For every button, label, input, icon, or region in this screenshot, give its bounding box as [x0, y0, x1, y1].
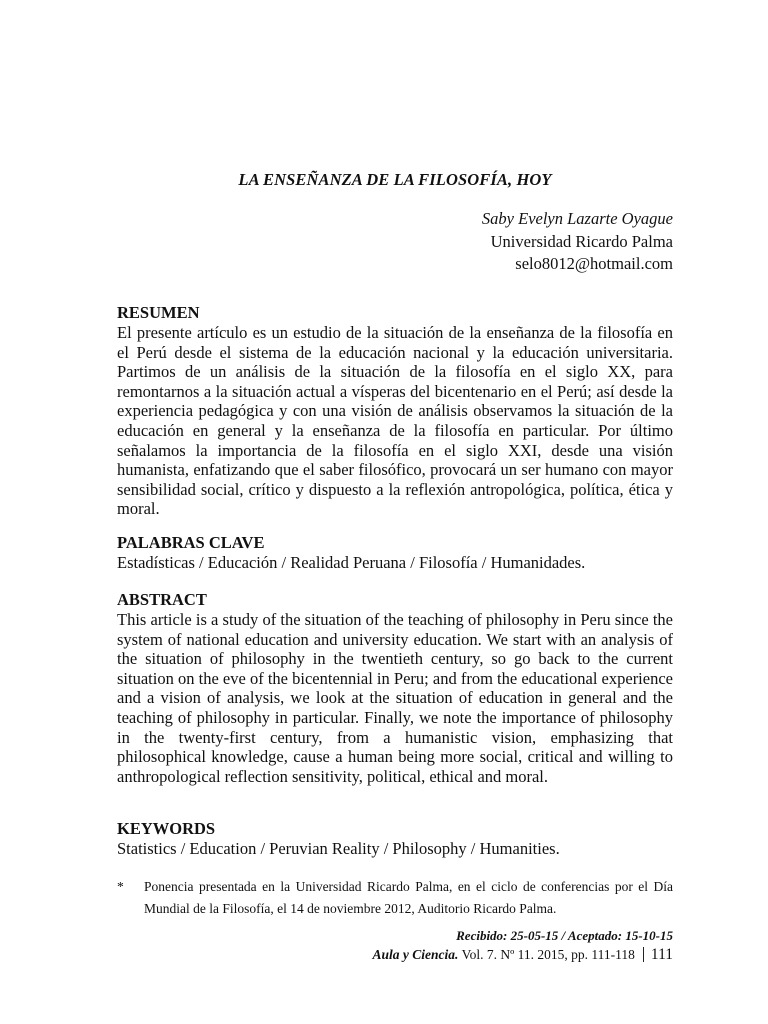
page-number: 111	[650, 946, 673, 963]
resumen-heading: RESUMEN	[117, 303, 200, 322]
article-title: LA ENSEÑANZA DE LA FILOSOFÍA, HOY	[238, 170, 552, 189]
author-block	[482, 208, 673, 276]
keywords-section	[117, 819, 673, 859]
abstract-heading: ABSTRACT	[117, 590, 207, 609]
footnote-mark: *	[117, 879, 124, 894]
keywords-heading: KEYWORDS	[117, 819, 216, 838]
received-accepted-dates: Recibido: 25-05-15 / Aceptado: 15-10-15	[456, 928, 673, 943]
journal-citation	[373, 946, 673, 964]
abstract-section	[117, 590, 673, 786]
resumen-text: El presente artículo es un estudio de la situación de la enseñanza de la filosofía en el Perú desde el sistema de la educación nacional y la educación universitaria. Partimos de un análisis de la situación de la filosofía en el siglo XX, para remontarnos a la situación actual a vísperas del bicentenario en el Perú; así desde la experiencia pedagógica y con una visión de análisis observamos la situación de la educación en general y la enseñanza de la filosofía en particular. Por último señalamos la importancia de la filosofía en el siglo XXI, desde una visión humanista, enfatizando que el saber filosófico, provocará un ser humano con mayor sensibilidad social, crítico y dispuesto a la reflexión antropológica, política, ética y moral.	[117, 323, 673, 519]
keywords-text: Statistics / Education / Peruvian Reality / Philosophy / Humanities.	[117, 839, 560, 858]
author-affiliation: Universidad Ricardo Palma	[490, 231, 673, 251]
author-name: Saby Evelyn Lazarte Oyague	[481, 209, 673, 228]
journal-name: Aula y Ciencia.	[372, 947, 459, 962]
palabras-clave-section	[117, 533, 673, 573]
palabras-clave-text: Estadísticas / Educación / Realidad Peruana / Filosofía / Humanidades.	[117, 553, 586, 572]
footnote-text: Ponencia presentada en la Universidad Ricardo Palma, en el ciclo de conferencias por el Día Mundial de la Filosofía, el 14 de noviembre 2012, Auditorio Ricardo Palma.	[144, 879, 673, 916]
page	[117, 0, 673, 1024]
footnote	[117, 876, 673, 919]
abstract-text: This article is a study of the situation of the teaching of philosophy in Peru since the system of national education and university education. We start with an analysis of the situation of philosophy in the twentieth century, so go back to the current situation on the eve of the bicentennial in Peru; and from the educational experience and a vision of analysis, we look at the situation of education in general and the teaching of philosophy in particular. Finally, we note the importance of philosophy in the twenty-first century, from a humanistic vision, emphasizing that philosophical knowledge, cause a human being more social, critical and willing to anthropological reflection sensitivity, political, ethical and moral.	[117, 610, 673, 786]
author-email: selo8012@hotmail.com	[515, 254, 673, 273]
palabras-clave-heading: PALABRAS CLAVE	[117, 533, 265, 552]
journal-volume: Vol. 7. Nº 11. 2015, pp. 111-118	[461, 947, 635, 962]
resumen-section	[117, 303, 673, 519]
separator-bar	[643, 947, 644, 962]
